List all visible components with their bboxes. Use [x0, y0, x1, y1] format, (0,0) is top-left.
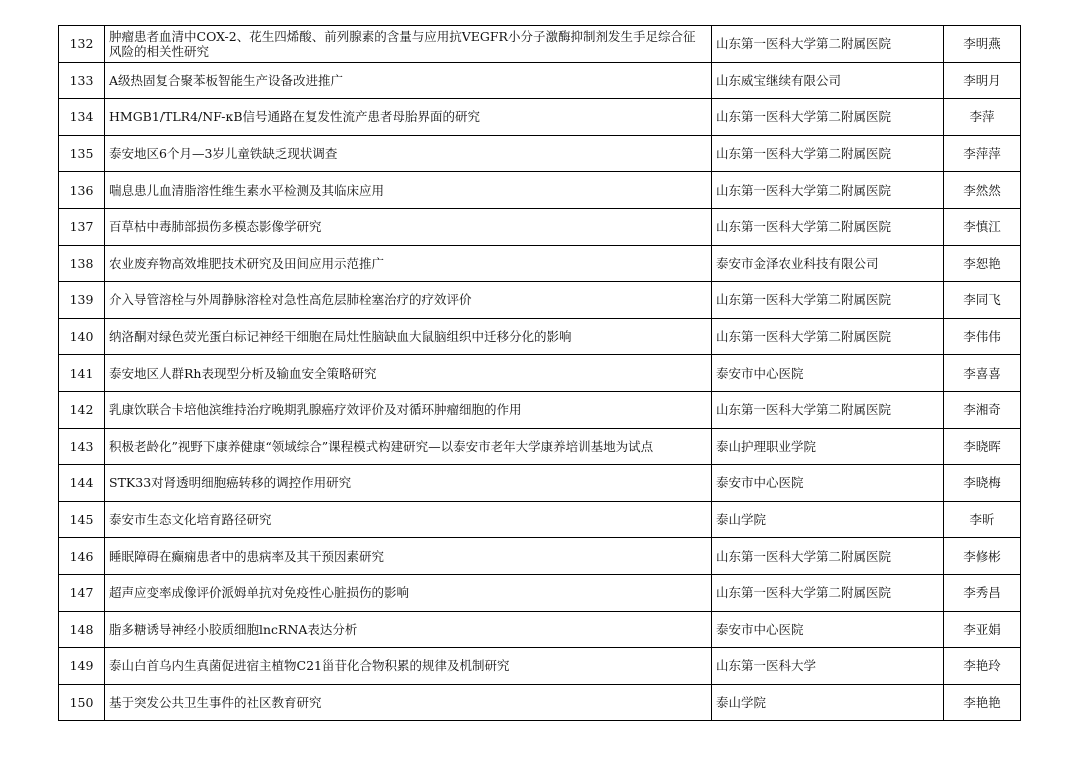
table-row	[59, 172, 1021, 209]
organization: 山东第一医科大学第二附属医院	[712, 391, 944, 428]
table-row	[59, 611, 1021, 648]
row-number: 149	[59, 648, 105, 685]
organization: 山东威宝继续有限公司	[712, 62, 944, 99]
row-number: 143	[59, 428, 105, 465]
table-row	[59, 355, 1021, 392]
project-title: 纳洛酮对绿色荧光蛋白标记神经干细胞在局灶性脑缺血大鼠脑组织中迁移分化的影响	[105, 318, 712, 355]
table-row	[59, 684, 1021, 721]
person-name: 李同飞	[944, 282, 1021, 319]
organization: 山东第一医科大学第二附属医院	[712, 135, 944, 172]
organization: 泰山学院	[712, 684, 944, 721]
row-number: 137	[59, 208, 105, 245]
project-title: 睡眠障碍在癫痫患者中的患病率及其干预因素研究	[105, 538, 712, 575]
table-row	[59, 245, 1021, 282]
project-title: HMGB1/TLR4/NF-κB信号通路在复发性流产患者母胎界面的研究	[105, 99, 712, 136]
organization: 泰山学院	[712, 501, 944, 538]
project-title: 喘息患儿血清脂溶性维生素水平检测及其临床应用	[105, 172, 712, 209]
person-name: 李艳玲	[944, 648, 1021, 685]
table-row	[59, 62, 1021, 99]
organization: 山东第一医科大学第二附属医院	[712, 172, 944, 209]
organization: 泰安市中心医院	[712, 611, 944, 648]
row-number: 136	[59, 172, 105, 209]
organization: 山东第一医科大学	[712, 648, 944, 685]
project-title: 肿瘤患者血清中COX-2、花生四烯酸、前列腺素的含量与应用抗VEGFR小分子激酶抑制剂发生手足综合征风险的相关性研究	[105, 26, 712, 63]
person-name: 李明月	[944, 62, 1021, 99]
row-number: 147	[59, 574, 105, 611]
person-name: 李昕	[944, 501, 1021, 538]
person-name: 李萍萍	[944, 135, 1021, 172]
project-title: 泰安地区6个月—3岁儿童铁缺乏现状调查	[105, 135, 712, 172]
row-number: 141	[59, 355, 105, 392]
project-title: 超声应变率成像评价派姆单抗对免疫性心脏损伤的影响	[105, 574, 712, 611]
organization: 山东第一医科大学第二附属医院	[712, 318, 944, 355]
person-name: 李明燕	[944, 26, 1021, 63]
row-number: 135	[59, 135, 105, 172]
project-title: 泰山白首乌内生真菌促进宿主植物C21甾苷化合物积累的规律及机制研究	[105, 648, 712, 685]
person-name: 李慎江	[944, 208, 1021, 245]
table-row	[59, 135, 1021, 172]
organization: 山东第一医科大学第二附属医院	[712, 574, 944, 611]
person-name: 李秀昌	[944, 574, 1021, 611]
table-row	[59, 318, 1021, 355]
row-number: 133	[59, 62, 105, 99]
row-number: 150	[59, 684, 105, 721]
project-title: 积极老龄化”视野下康养健康“领域综合”课程模式构建研究—以泰安市老年大学康养培训基地为试点	[105, 428, 712, 465]
row-number: 145	[59, 501, 105, 538]
project-title: 百草枯中毒肺部损伤多模态影像学研究	[105, 208, 712, 245]
row-number: 142	[59, 391, 105, 428]
organization: 山东第一医科大学第二附属医院	[712, 99, 944, 136]
table-row	[59, 465, 1021, 502]
project-list-table	[58, 25, 1021, 721]
row-number: 134	[59, 99, 105, 136]
organization: 泰山护理职业学院	[712, 428, 944, 465]
row-number: 132	[59, 26, 105, 63]
organization: 泰安市中心医院	[712, 355, 944, 392]
organization: 泰安市金泽农业科技有限公司	[712, 245, 944, 282]
person-name: 李晓晖	[944, 428, 1021, 465]
person-name: 李修彬	[944, 538, 1021, 575]
organization: 山东第一医科大学第二附属医院	[712, 282, 944, 319]
project-title: 介入导管溶栓与外周静脉溶栓对急性高危层肺栓塞治疗的疗效评价	[105, 282, 712, 319]
table-row	[59, 26, 1021, 63]
organization: 山东第一医科大学第二附属医院	[712, 538, 944, 575]
table-row	[59, 574, 1021, 611]
table-row	[59, 538, 1021, 575]
table-row	[59, 501, 1021, 538]
project-title: 泰安市生态文化培育路径研究	[105, 501, 712, 538]
row-number: 148	[59, 611, 105, 648]
table-row	[59, 99, 1021, 136]
organization: 山东第一医科大学第二附属医院	[712, 26, 944, 63]
person-name: 李然然	[944, 172, 1021, 209]
person-name: 李萍	[944, 99, 1021, 136]
table-row	[59, 282, 1021, 319]
table-row	[59, 391, 1021, 428]
project-title: 乳康饮联合卡培他滨维持治疗晚期乳腺癌疗效评价及对循环肿瘤细胞的作用	[105, 391, 712, 428]
table-body	[59, 26, 1021, 721]
person-name: 李艳艳	[944, 684, 1021, 721]
project-title: STK33对肾透明细胞癌转移的调控作用研究	[105, 465, 712, 502]
project-title: A级热固复合聚苯板智能生产设备改进推广	[105, 62, 712, 99]
person-name: 李恕艳	[944, 245, 1021, 282]
project-title: 基于突发公共卫生事件的社区教育研究	[105, 684, 712, 721]
row-number: 139	[59, 282, 105, 319]
row-number: 146	[59, 538, 105, 575]
project-title: 泰安地区人群Rh表现型分析及输血安全策略研究	[105, 355, 712, 392]
row-number: 140	[59, 318, 105, 355]
project-title: 农业废弃物高效堆肥技术研究及田间应用示范推广	[105, 245, 712, 282]
table-row	[59, 208, 1021, 245]
person-name: 李喜喜	[944, 355, 1021, 392]
person-name: 李湘奇	[944, 391, 1021, 428]
person-name: 李晓梅	[944, 465, 1021, 502]
table-row	[59, 648, 1021, 685]
person-name: 李伟伟	[944, 318, 1021, 355]
row-number: 144	[59, 465, 105, 502]
person-name: 李亚娟	[944, 611, 1021, 648]
organization: 山东第一医科大学第二附属医院	[712, 208, 944, 245]
organization: 泰安市中心医院	[712, 465, 944, 502]
project-title: 脂多糖诱导神经小胶质细胞lncRNA表达分析	[105, 611, 712, 648]
row-number: 138	[59, 245, 105, 282]
table-row	[59, 428, 1021, 465]
